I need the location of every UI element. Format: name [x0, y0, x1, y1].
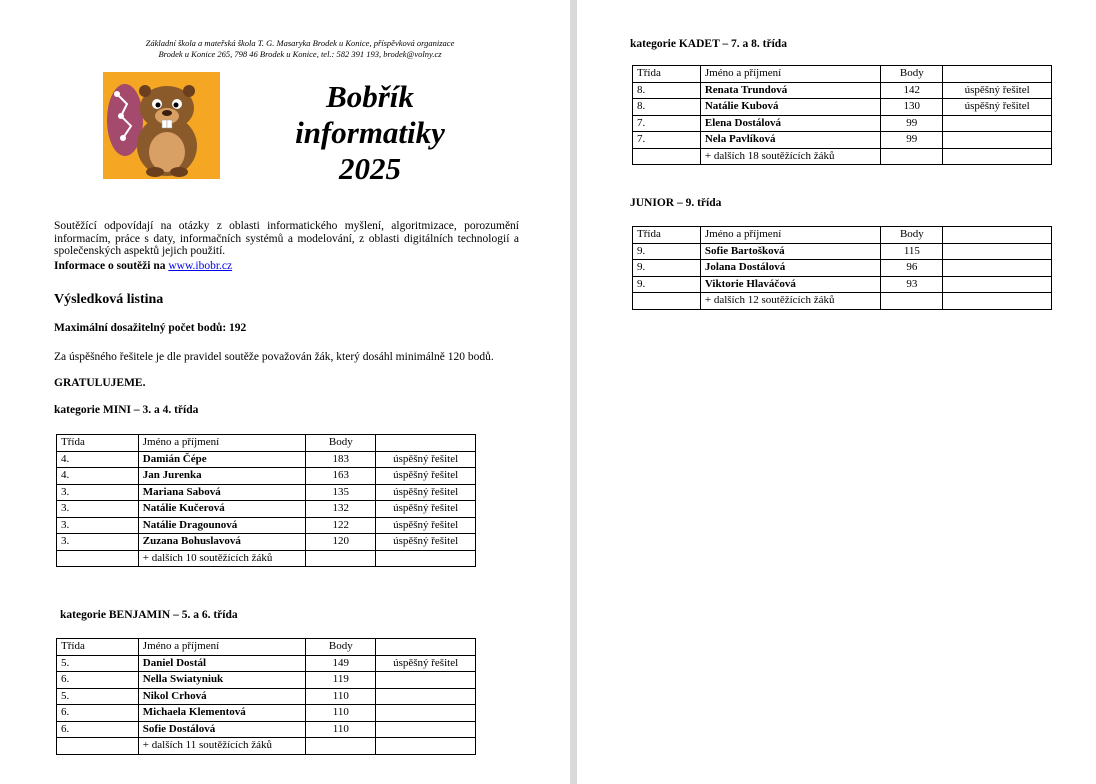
- empty-cell: [943, 293, 1052, 310]
- more-students-row: [57, 738, 476, 755]
- points-cell: 110: [306, 721, 376, 738]
- column-header-class: Třída: [57, 435, 139, 452]
- more-students-cell: + dalších 18 soutěžících žáků: [700, 148, 881, 165]
- class-cell: 8.: [633, 99, 701, 116]
- note-cell: úspěšný řešitel: [376, 534, 476, 551]
- table-header-row: [57, 435, 476, 452]
- note-cell: [943, 276, 1052, 293]
- column-header-name: Jméno a příjmení: [700, 66, 881, 83]
- note-cell: úspěšný řešitel: [943, 99, 1052, 116]
- table-row: [57, 484, 476, 501]
- page-gap: [570, 0, 577, 784]
- school-header-line-2: Brodek u Konice 265, 798 46 Brodek u Konice, tel.: 582 391 193, brodek@volny.cz: [158, 49, 442, 59]
- empty-cell: [306, 550, 376, 567]
- points-cell: 130: [881, 99, 943, 116]
- results-table-benjamin: [56, 638, 476, 755]
- table-row: [57, 672, 476, 689]
- class-cell: 6.: [57, 721, 139, 738]
- class-cell: 9.: [633, 243, 701, 260]
- points-cell: 99: [881, 115, 943, 132]
- note-cell: [376, 672, 476, 689]
- table-row: [57, 688, 476, 705]
- points-cell: 115: [881, 243, 943, 260]
- note-cell: [943, 115, 1052, 132]
- more-students-cell: + dalších 12 soutěžících žáků: [700, 293, 881, 310]
- more-students-row: [633, 293, 1052, 310]
- class-cell: 4.: [57, 451, 139, 468]
- more-students-cell: + dalších 10 soutěžících žáků: [138, 550, 306, 567]
- column-header-points: Body: [881, 66, 943, 83]
- name-cell: Viktorie Hlaváčová: [700, 276, 881, 293]
- title-line-3: 2025: [339, 151, 401, 186]
- class-cell: 3.: [57, 501, 139, 518]
- column-header-class: Třída: [633, 66, 701, 83]
- points-cell: 110: [306, 688, 376, 705]
- table-header-row: [633, 227, 1052, 244]
- points-cell: 122: [306, 517, 376, 534]
- table-header-row: [57, 639, 476, 656]
- table-row: [633, 115, 1052, 132]
- column-header-class: Třída: [57, 639, 139, 656]
- name-cell: Natálie Kučerová: [138, 501, 306, 518]
- empty-cell: [633, 293, 701, 310]
- results-table-junior: [632, 226, 1052, 310]
- points-cell: 183: [306, 451, 376, 468]
- table-row: [633, 276, 1052, 293]
- empty-cell: [57, 738, 139, 755]
- column-header-points: Body: [306, 435, 376, 452]
- table-header-row: [633, 66, 1052, 83]
- points-cell: 135: [306, 484, 376, 501]
- note-cell: úspěšný řešitel: [376, 484, 476, 501]
- points-cell: 132: [306, 501, 376, 518]
- column-header-name: Jméno a příjmení: [138, 435, 306, 452]
- points-cell: 120: [306, 534, 376, 551]
- column-header-note: [376, 639, 476, 656]
- success-rule-line: Za úspěšného řešitele je dle pravidel soutěže považován žák, který dosáhl minimálně 120 bodů.: [54, 351, 494, 363]
- more-students-cell: + dalších 11 soutěžících žáků: [138, 738, 306, 755]
- column-header-class: Třída: [633, 227, 701, 244]
- points-cell: 163: [306, 468, 376, 485]
- title-line-1: Bobřík: [326, 79, 414, 114]
- class-cell: 7.: [633, 132, 701, 149]
- empty-cell: [881, 293, 943, 310]
- category-benjamin-title: kategorie BENJAMIN – 5. a 6. třída: [60, 609, 238, 621]
- category-kadet-title: kategorie KADET – 7. a 8. třída: [630, 38, 787, 50]
- table-row: [57, 721, 476, 738]
- more-students-row: [57, 550, 476, 567]
- points-cell: 99: [881, 132, 943, 149]
- name-cell: Sofie Dostálová: [138, 721, 306, 738]
- name-cell: Nela Pavlíková: [700, 132, 881, 149]
- note-cell: [943, 132, 1052, 149]
- school-header-line-1: Základní škola a mateřská škola T. G. Masaryka Brodek u Konice, příspěvková organizace: [145, 38, 455, 48]
- empty-cell: [881, 148, 943, 165]
- column-header-note: [943, 66, 1052, 83]
- class-cell: 5.: [57, 688, 139, 705]
- table-row: [57, 655, 476, 672]
- note-cell: úspěšný řešitel: [376, 517, 476, 534]
- table-row: [633, 260, 1052, 277]
- class-cell: 3.: [57, 484, 139, 501]
- class-cell: 3.: [57, 517, 139, 534]
- class-cell: 6.: [57, 672, 139, 689]
- table-row: [633, 132, 1052, 149]
- note-cell: úspěšný řešitel: [376, 655, 476, 672]
- class-cell: 5.: [57, 655, 139, 672]
- note-cell: [376, 688, 476, 705]
- name-cell: Natálie Kubová: [700, 99, 881, 116]
- empty-cell: [306, 738, 376, 755]
- title-line-2: informatiky: [295, 115, 445, 150]
- class-cell: 9.: [633, 260, 701, 277]
- column-header-note: [376, 435, 476, 452]
- name-cell: Natálie Dragounová: [138, 517, 306, 534]
- name-cell: Nella Swiatyniuk: [138, 672, 306, 689]
- name-cell: Elena Dostálová: [700, 115, 881, 132]
- note-cell: [376, 705, 476, 722]
- document-page-2: [577, 0, 1096, 784]
- table-row: [57, 451, 476, 468]
- table-row: [57, 501, 476, 518]
- points-cell: 110: [306, 705, 376, 722]
- points-cell: 119: [306, 672, 376, 689]
- note-cell: úspěšný řešitel: [376, 501, 476, 518]
- column-header-note: [943, 227, 1052, 244]
- class-cell: 3.: [57, 534, 139, 551]
- note-cell: [943, 260, 1052, 277]
- column-header-name: Jméno a příjmení: [700, 227, 881, 244]
- name-cell: Damián Čépe: [138, 451, 306, 468]
- points-cell: 142: [881, 82, 943, 99]
- empty-cell: [943, 148, 1052, 165]
- name-cell: Mariana Sabová: [138, 484, 306, 501]
- class-cell: 6.: [57, 705, 139, 722]
- table-row: [57, 468, 476, 485]
- class-cell: 4.: [57, 468, 139, 485]
- name-cell: Nikol Crhová: [138, 688, 306, 705]
- results-table-kadet: [632, 65, 1052, 165]
- max-points-line: Maximální dosažitelný počet bodů: 192: [54, 322, 247, 334]
- empty-cell: [376, 738, 476, 755]
- more-students-row: [633, 148, 1052, 165]
- table-row: [633, 82, 1052, 99]
- empty-cell: [376, 550, 476, 567]
- points-cell: 149: [306, 655, 376, 672]
- note-cell: [943, 243, 1052, 260]
- note-cell: úspěšný řešitel: [943, 82, 1052, 99]
- category-junior-title: JUNIOR – 9. třída: [630, 197, 722, 209]
- points-cell: 96: [881, 260, 943, 277]
- name-cell: Renata Trundová: [700, 82, 881, 99]
- table-row: [57, 534, 476, 551]
- name-cell: Jolana Dostálová: [700, 260, 881, 277]
- empty-cell: [633, 148, 701, 165]
- name-cell: Michaela Klementová: [138, 705, 306, 722]
- bobrik-beaver-logo: [103, 72, 220, 179]
- table-row: [57, 517, 476, 534]
- intro-paragraph: Soutěžící odpovídají na otázky z oblasti informatického myšlení, algoritmizace, porozumění informacím, práce s daty, informačních systémů a modelování, z oblasti digitálních technologií a společenských aspektů jejich použití.: [54, 220, 519, 258]
- info-line: [54, 260, 232, 272]
- name-cell: Daniel Dostál: [138, 655, 306, 672]
- table-row: [633, 99, 1052, 116]
- column-header-name: Jméno a příjmení: [138, 639, 306, 656]
- note-cell: úspěšný řešitel: [376, 451, 476, 468]
- points-cell: 93: [881, 276, 943, 293]
- class-cell: 7.: [633, 115, 701, 132]
- name-cell: Jan Jurenka: [138, 468, 306, 485]
- congrats-line: GRATULUJEME.: [54, 377, 146, 389]
- class-cell: 9.: [633, 276, 701, 293]
- name-cell: Sofie Bartošková: [700, 243, 881, 260]
- note-cell: [376, 721, 476, 738]
- note-cell: úspěšný řešitel: [376, 468, 476, 485]
- table-row: [57, 705, 476, 722]
- table-row: [633, 243, 1052, 260]
- empty-cell: [57, 550, 139, 567]
- class-cell: 8.: [633, 82, 701, 99]
- column-header-points: Body: [306, 639, 376, 656]
- category-mini-title: kategorie MINI – 3. a 4. třída: [54, 404, 199, 416]
- name-cell: Zuzana Bohuslavová: [138, 534, 306, 551]
- info-label: Informace o soutěži na: [54, 260, 166, 272]
- column-header-points: Body: [881, 227, 943, 244]
- results-table-mini: [56, 434, 476, 567]
- results-heading: Výsledková listina: [54, 292, 164, 307]
- ibobr-link[interactable]: www.ibobr.cz: [168, 260, 233, 272]
